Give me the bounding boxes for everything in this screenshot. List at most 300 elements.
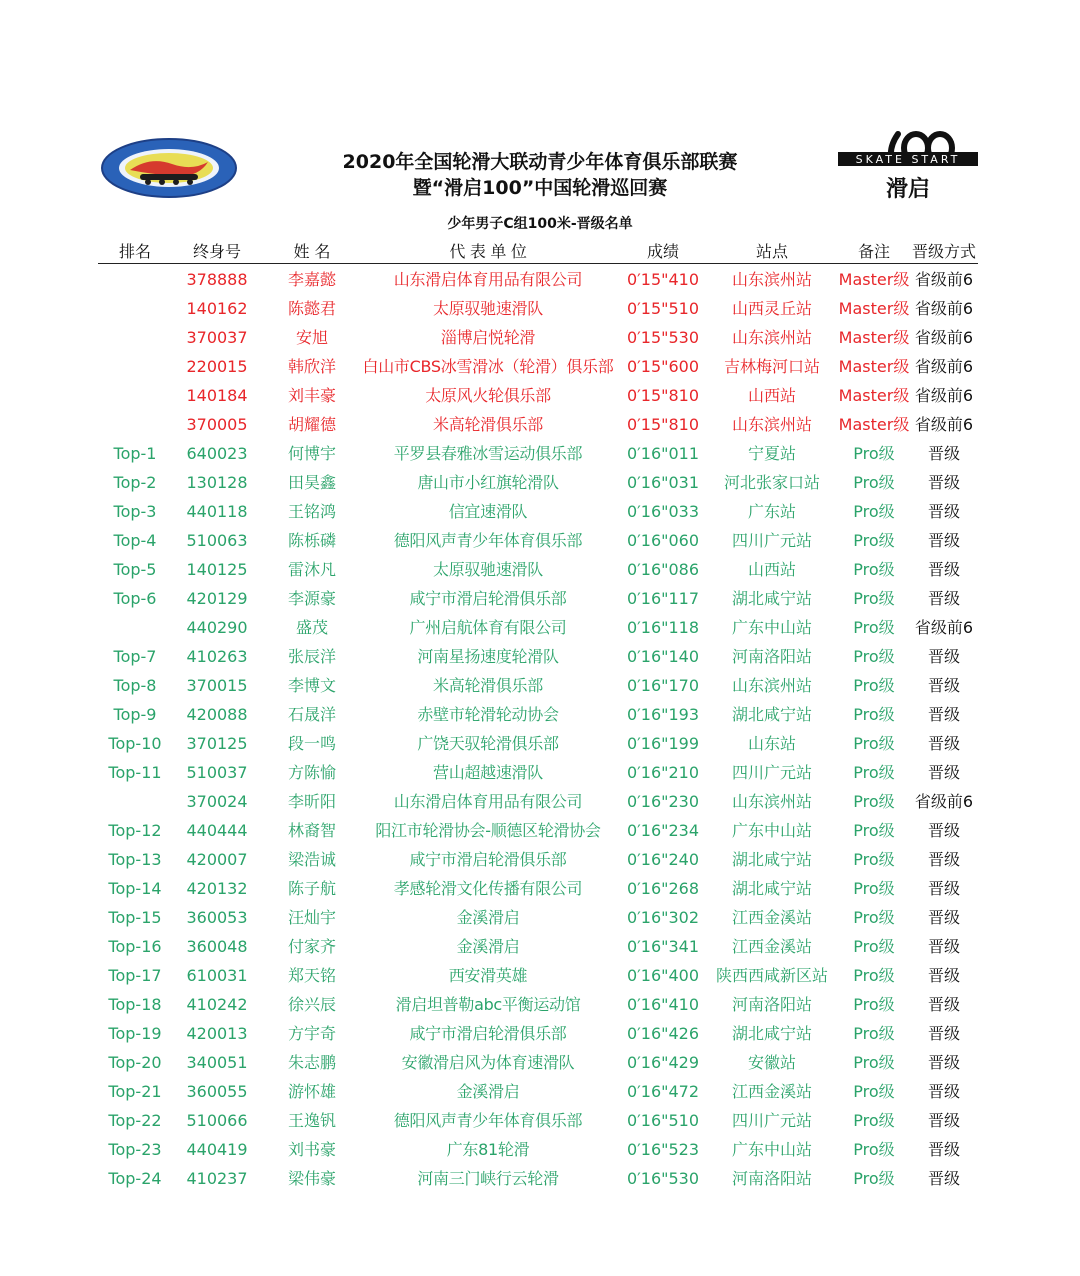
member-id-cell: 140125 (186, 560, 248, 579)
advance-cell: 晋级 (927, 1111, 960, 1130)
rank-cell: Top-11 (108, 763, 162, 782)
unit-cell: 滑启坦普勒abc平衡运动馆 (395, 995, 581, 1014)
table-row (0, 468, 1080, 497)
rank-cell: Top-15 (108, 908, 162, 927)
member-id-cell: 360055 (186, 1082, 248, 1101)
header-rank: 排名 (118, 242, 151, 261)
rank-cell (98, 410, 172, 439)
station-cell: 山东站 (747, 734, 796, 753)
time-cell: 0′16"118 (626, 618, 700, 637)
table-row (0, 700, 1080, 729)
time-cell: 0′16"510 (626, 1111, 700, 1130)
time-cell: 0′16"234 (626, 821, 700, 840)
rank-cell: Top-21 (108, 1082, 162, 1101)
unit-cell: 淄博启悦轮滑 (440, 328, 536, 347)
station-cell: 广东中山站 (731, 618, 812, 637)
note-cell: Pro级 (853, 1169, 895, 1188)
advance-cell: 省级前6 (914, 792, 974, 811)
member-id-cell: 420132 (186, 879, 248, 898)
station-cell: 山西站 (747, 386, 796, 405)
rank-cell: Top-1 (113, 444, 157, 463)
rank-cell: Top-17 (108, 966, 162, 985)
station-cell: 广东中山站 (731, 821, 812, 840)
advance-cell: 晋级 (927, 763, 960, 782)
station-cell: 四川广元站 (731, 1111, 812, 1130)
station-cell: 山东滨州站 (731, 676, 812, 695)
table-row (0, 1135, 1080, 1164)
advance-cell: 晋级 (927, 850, 960, 869)
member-id-cell: 420013 (186, 1024, 248, 1043)
table-row (0, 990, 1080, 1019)
table-row (0, 729, 1080, 758)
time-cell: 0′16"199 (626, 734, 700, 753)
note-cell: Pro级 (853, 560, 895, 579)
member-id-cell: 360048 (186, 937, 248, 956)
name-cell: 刘丰豪 (287, 386, 336, 405)
table-row (0, 584, 1080, 613)
name-cell: 付家齐 (287, 937, 336, 956)
time-cell: 0′16"240 (626, 850, 700, 869)
member-id-cell: 440419 (186, 1140, 248, 1159)
member-id-cell: 510063 (186, 531, 248, 550)
skate-start-logo-text: SKATE START (855, 153, 961, 166)
member-id-cell: 420007 (186, 850, 248, 869)
unit-cell: 咸宁市滑启轮滑俱乐部 (409, 850, 567, 869)
table-row (0, 932, 1080, 961)
unit-cell: 德阳风声青少年体育俱乐部 (393, 531, 583, 550)
unit-cell: 白山市CBS冰雪滑冰（轮滑）俱乐部 (362, 357, 614, 376)
member-id-cell: 130128 (186, 473, 248, 492)
name-cell: 刘书豪 (287, 1140, 336, 1159)
results-table (0, 265, 1080, 1193)
time-cell: 0′16"170 (626, 676, 700, 695)
table-row (0, 961, 1080, 990)
station-cell: 安徽站 (747, 1053, 796, 1072)
name-cell: 李博文 (287, 676, 336, 695)
advance-cell: 晋级 (927, 821, 960, 840)
rank-cell: Top-3 (113, 502, 157, 521)
unit-cell: 广东81轮滑 (446, 1140, 530, 1159)
advance-cell: 晋级 (927, 734, 960, 753)
unit-cell: 西安滑英雄 (448, 966, 528, 985)
note-cell: Master级 (838, 299, 910, 318)
station-cell: 广东中山站 (731, 1140, 812, 1159)
member-id-cell: 420129 (186, 589, 248, 608)
name-cell: 段一鸣 (287, 734, 336, 753)
skate-start-logo (836, 128, 980, 208)
table-row (0, 642, 1080, 671)
advance-cell: 晋级 (927, 705, 960, 724)
name-cell: 汪灿宇 (287, 908, 336, 927)
station-cell: 广东站 (747, 502, 796, 521)
note-cell: Pro级 (853, 850, 895, 869)
table-row (0, 874, 1080, 903)
rank-cell: Top-20 (108, 1053, 162, 1072)
table-row (0, 294, 1080, 323)
note-cell: Pro级 (853, 473, 895, 492)
time-cell: 0′15"810 (626, 415, 700, 434)
time-cell: 0′16"268 (626, 879, 700, 898)
name-cell: 李嘉懿 (287, 270, 336, 289)
station-cell: 四川广元站 (731, 531, 812, 550)
unit-cell: 金溪滑启 (456, 1082, 520, 1101)
name-cell: 何博宇 (287, 444, 336, 463)
rank-cell (98, 787, 172, 816)
note-cell: Pro级 (853, 1024, 895, 1043)
rank-cell (98, 352, 172, 381)
member-id-cell: 378888 (186, 270, 248, 289)
table-row (0, 1164, 1080, 1193)
unit-cell: 金溪滑启 (456, 937, 520, 956)
time-cell: 0′16"011 (626, 444, 700, 463)
unit-cell: 咸宁市滑启轮滑俱乐部 (409, 589, 567, 608)
time-cell: 0′16"193 (626, 705, 700, 724)
station-cell: 江西金溪站 (731, 1082, 812, 1101)
station-cell: 山西站 (747, 560, 796, 579)
name-cell: 方陈愉 (287, 763, 336, 782)
table-row (0, 903, 1080, 932)
station-cell: 河北张家口站 (723, 473, 820, 492)
table-row (0, 1077, 1080, 1106)
time-cell: 0′16"117 (626, 589, 700, 608)
advance-cell: 晋级 (927, 473, 960, 492)
advance-cell: 晋级 (927, 444, 960, 463)
note-cell: Pro级 (853, 676, 895, 695)
member-id-cell: 140184 (186, 386, 248, 405)
note-cell: Pro级 (853, 589, 895, 608)
time-cell: 0′16"523 (626, 1140, 700, 1159)
list-subtitle: 少年男子C组100米-晋级名单 (447, 216, 633, 232)
note-cell: Pro级 (853, 792, 895, 811)
table-row (0, 265, 1080, 294)
station-cell: 山东滨州站 (731, 792, 812, 811)
note-cell: Pro级 (853, 937, 895, 956)
advance-cell: 晋级 (927, 1053, 960, 1072)
note-cell: Pro级 (853, 1111, 895, 1130)
name-cell: 游怀雄 (287, 1082, 336, 1101)
advance-cell: 晋级 (927, 647, 960, 666)
note-cell: Pro级 (853, 444, 895, 463)
header-id: 终身号 (192, 242, 241, 261)
time-cell: 0′16"410 (626, 995, 700, 1014)
advance-cell: 晋级 (927, 560, 960, 579)
name-cell: 林裔智 (287, 821, 336, 840)
advance-cell: 省级前6 (914, 386, 974, 405)
note-cell: Master级 (838, 386, 910, 405)
skate-start-logo-cn: 滑启 (885, 177, 931, 202)
member-id-cell: 140162 (186, 299, 248, 318)
name-cell: 陈栎磷 (287, 531, 336, 550)
member-id-cell: 370015 (186, 676, 248, 695)
member-id-cell: 370125 (186, 734, 248, 753)
name-cell: 梁浩诚 (287, 850, 336, 869)
advance-cell: 晋级 (927, 589, 960, 608)
rank-cell: Top-8 (113, 676, 157, 695)
note-cell: Pro级 (853, 647, 895, 666)
time-cell: 0′16"033 (626, 502, 700, 521)
name-cell: 方宇奇 (287, 1024, 336, 1043)
rank-cell: Top-23 (108, 1140, 162, 1159)
name-cell: 雷沐凡 (287, 560, 336, 579)
rank-cell: Top-22 (108, 1111, 162, 1130)
rank-cell: Top-14 (108, 879, 162, 898)
header-divider (98, 263, 978, 264)
table-row (0, 671, 1080, 700)
rank-cell: Top-24 (108, 1169, 162, 1188)
note-cell: Master级 (838, 328, 910, 347)
rank-cell: Top-7 (113, 647, 157, 666)
unit-cell: 山东滑启体育用品有限公司 (393, 792, 583, 811)
station-cell: 宁夏站 (747, 444, 796, 463)
member-id-cell: 510037 (186, 763, 248, 782)
table-row (0, 526, 1080, 555)
name-cell: 韩欣洋 (287, 357, 336, 376)
time-cell: 0′15"600 (626, 357, 700, 376)
unit-cell: 赤壁市轮滑轮动协会 (417, 705, 559, 724)
station-cell: 湖北咸宁站 (731, 850, 812, 869)
table-row (0, 555, 1080, 584)
rank-cell (98, 294, 172, 323)
rank-cell (98, 613, 172, 642)
note-cell: Pro级 (853, 908, 895, 927)
member-id-cell: 410242 (186, 995, 248, 1014)
advance-cell: 晋级 (927, 1082, 960, 1101)
unit-cell: 米高轮滑俱乐部 (433, 415, 543, 434)
header-advance: 晋级方式 (911, 242, 976, 261)
member-id-cell: 610031 (186, 966, 248, 985)
member-id-cell: 420088 (186, 705, 248, 724)
note-cell: Pro级 (853, 1082, 895, 1101)
advance-cell: 省级前6 (914, 328, 974, 347)
rank-cell: Top-5 (113, 560, 157, 579)
table-row (0, 439, 1080, 468)
rank-cell: Top-2 (113, 473, 157, 492)
rank-cell: Top-13 (108, 850, 162, 869)
unit-cell: 广饶天驭轮滑俱乐部 (417, 734, 559, 753)
station-cell: 湖北咸宁站 (731, 589, 812, 608)
unit-cell: 唐山市小红旗轮滑队 (417, 473, 559, 492)
member-id-cell: 340051 (186, 1053, 248, 1072)
table-row (0, 352, 1080, 381)
member-id-cell: 370005 (186, 415, 248, 434)
station-cell: 江西金溪站 (731, 908, 812, 927)
unit-cell: 河南三门峡行云轮滑 (417, 1169, 559, 1188)
unit-cell: 安徽滑启风为体育速滑队 (401, 1053, 575, 1072)
name-cell: 陈子航 (287, 879, 336, 898)
name-cell: 张辰洋 (287, 647, 336, 666)
time-cell: 0′16"086 (626, 560, 700, 579)
name-cell: 王铭鸿 (287, 502, 336, 521)
member-id-cell: 370037 (186, 328, 248, 347)
rank-cell: Top-19 (108, 1024, 162, 1043)
page-title: 2020年全国轮滑大联动青少年体育俱乐部联赛 (342, 151, 738, 173)
advance-cell: 晋级 (927, 966, 960, 985)
table-row (0, 497, 1080, 526)
station-cell: 河南洛阳站 (731, 1169, 812, 1188)
note-cell: Master级 (838, 270, 910, 289)
unit-cell: 米高轮滑俱乐部 (433, 676, 543, 695)
name-cell: 安旭 (295, 328, 328, 347)
unit-cell: 山东滑启体育用品有限公司 (393, 270, 583, 289)
member-id-cell: 640023 (186, 444, 248, 463)
advance-cell: 省级前6 (914, 357, 974, 376)
member-id-cell: 440444 (186, 821, 248, 840)
unit-cell: 平罗县春雅冰雪运动俱乐部 (393, 444, 583, 463)
unit-cell: 德阳风声青少年体育俱乐部 (393, 1111, 583, 1130)
advance-cell: 晋级 (927, 676, 960, 695)
name-cell: 朱志鹏 (287, 1053, 336, 1072)
unit-cell: 太原风火轮俱乐部 (425, 386, 551, 405)
note-cell: Pro级 (853, 821, 895, 840)
name-cell: 李昕阳 (287, 792, 336, 811)
note-cell: Pro级 (853, 1140, 895, 1159)
note-cell: Pro级 (853, 705, 895, 724)
advance-cell: 晋级 (927, 502, 960, 521)
unit-cell: 信宜速滑队 (448, 502, 528, 521)
unit-cell: 营山超越速滑队 (433, 763, 543, 782)
station-cell: 江西金溪站 (731, 937, 812, 956)
unit-cell: 咸宁市滑启轮滑俱乐部 (409, 1024, 567, 1043)
member-id-cell: 360053 (186, 908, 248, 927)
station-cell: 山东滨州站 (731, 270, 812, 289)
member-id-cell: 510066 (186, 1111, 248, 1130)
note-cell: Pro级 (853, 995, 895, 1014)
note-cell: Pro级 (853, 531, 895, 550)
table-row (0, 816, 1080, 845)
header-name: 姓 名 (293, 242, 331, 261)
header-station: 站点 (755, 242, 788, 261)
advance-cell: 晋级 (927, 1024, 960, 1043)
advance-cell: 省级前6 (914, 299, 974, 318)
table-row (0, 381, 1080, 410)
note-cell: Pro级 (853, 966, 895, 985)
note-cell: Pro级 (853, 734, 895, 753)
note-cell: Pro级 (853, 618, 895, 637)
unit-cell: 金溪滑启 (456, 908, 520, 927)
name-cell: 王逸钒 (287, 1111, 336, 1130)
name-cell: 田昊鑫 (287, 473, 336, 492)
rank-cell: Top-10 (108, 734, 162, 753)
rank-cell (98, 323, 172, 352)
table-row (0, 323, 1080, 352)
station-cell: 河南洛阳站 (731, 995, 812, 1014)
name-cell: 梁伟豪 (287, 1169, 336, 1188)
note-cell: Pro级 (853, 879, 895, 898)
time-cell: 0′15"810 (626, 386, 700, 405)
advance-cell: 晋级 (927, 1169, 960, 1188)
member-id-cell: 410237 (186, 1169, 248, 1188)
table-row (0, 845, 1080, 874)
station-cell: 湖北咸宁站 (731, 1024, 812, 1043)
rank-cell: Top-18 (108, 995, 162, 1014)
advance-cell: 晋级 (927, 1140, 960, 1159)
name-cell: 胡耀德 (287, 415, 336, 434)
time-cell: 0′15"530 (626, 328, 700, 347)
advance-cell: 晋级 (927, 531, 960, 550)
name-cell: 李源豪 (287, 589, 336, 608)
time-cell: 0′16"230 (626, 792, 700, 811)
rank-cell: Top-6 (113, 589, 157, 608)
page-title-line2: 暨“滑启100”中国轮滑巡回赛 (412, 177, 668, 199)
unit-cell: 河南星扬速度轮滑队 (417, 647, 559, 666)
table-row (0, 1106, 1080, 1135)
advance-cell: 省级前6 (914, 270, 974, 289)
member-id-cell: 440118 (186, 502, 248, 521)
table-row (0, 410, 1080, 439)
rank-cell (98, 381, 172, 410)
header-unit: 代 表 单 位 (449, 242, 527, 261)
name-cell: 郑天铭 (287, 966, 336, 985)
rank-cell (98, 265, 172, 294)
time-cell: 0′16"472 (626, 1082, 700, 1101)
member-id-cell: 440290 (186, 618, 248, 637)
unit-cell: 太原驭驰速滑队 (433, 299, 543, 318)
unit-cell: 太原驭驰速滑队 (433, 560, 543, 579)
rank-cell: Top-9 (113, 705, 157, 724)
note-cell: Master级 (838, 357, 910, 376)
time-cell: 0′16"060 (626, 531, 700, 550)
station-cell: 河南洛阳站 (731, 647, 812, 666)
station-cell: 四川广元站 (731, 763, 812, 782)
table-row (0, 758, 1080, 787)
table-row (0, 787, 1080, 816)
header-note: 备注 (857, 242, 890, 261)
time-cell: 0′16"341 (626, 937, 700, 956)
station-cell: 山西灵丘站 (731, 299, 812, 318)
rank-cell: Top-16 (108, 937, 162, 956)
time-cell: 0′16"031 (626, 473, 700, 492)
time-cell: 0′16"400 (626, 966, 700, 985)
station-cell: 山东滨州站 (731, 415, 812, 434)
advance-cell: 晋级 (927, 995, 960, 1014)
unit-cell: 阳江市轮滑协会-顺德区轮滑协会 (375, 821, 601, 840)
time-cell: 0′15"410 (626, 270, 700, 289)
rank-cell: Top-12 (108, 821, 162, 840)
table-row (0, 613, 1080, 642)
table-row (0, 1048, 1080, 1077)
station-cell: 湖北咸宁站 (731, 879, 812, 898)
note-cell: Pro级 (853, 502, 895, 521)
note-cell: Pro级 (853, 1053, 895, 1072)
association-logo (100, 138, 238, 198)
name-cell: 徐兴辰 (287, 995, 336, 1014)
name-cell: 盛茂 (295, 618, 328, 637)
name-cell: 陈懿君 (287, 299, 336, 318)
unit-cell: 孝感轮滑文化传播有限公司 (393, 879, 583, 898)
station-cell: 陕西西咸新区站 (715, 966, 828, 985)
time-cell: 0′16"302 (626, 908, 700, 927)
time-cell: 0′15"510 (626, 299, 700, 318)
name-cell: 石晟洋 (287, 705, 336, 724)
note-cell: Pro级 (853, 763, 895, 782)
advance-cell: 省级前6 (914, 618, 974, 637)
member-id-cell: 220015 (186, 357, 248, 376)
advance-cell: 晋级 (927, 879, 960, 898)
unit-cell: 广州启航体育有限公司 (409, 618, 567, 637)
advance-cell: 晋级 (927, 937, 960, 956)
station-cell: 吉林梅河口站 (723, 357, 820, 376)
member-id-cell: 370024 (186, 792, 248, 811)
station-cell: 湖北咸宁站 (731, 705, 812, 724)
note-cell: Master级 (838, 415, 910, 434)
header-time: 成绩 (646, 242, 679, 261)
advance-cell: 晋级 (927, 908, 960, 927)
table-row (0, 1019, 1080, 1048)
time-cell: 0′16"140 (626, 647, 700, 666)
station-cell: 山东滨州站 (731, 328, 812, 347)
time-cell: 0′16"429 (626, 1053, 700, 1072)
member-id-cell: 410263 (186, 647, 248, 666)
